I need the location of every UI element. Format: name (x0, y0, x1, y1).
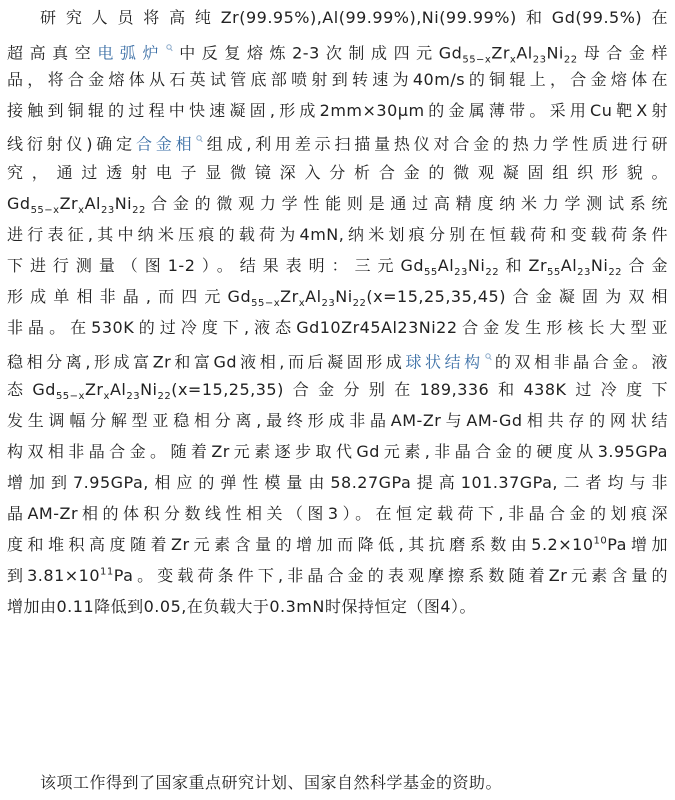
text-run: 晶AM-Zr相的体积分数线性相关（图3）。在恒定载荷下,非晶合金的划痕深 (7, 503, 668, 523)
text-line (7, 157, 668, 188)
text-run: Ni (467, 255, 486, 275)
text-line (7, 436, 668, 467)
text-line (7, 312, 668, 343)
text-line (7, 219, 668, 250)
text-run: 度和堆积高度随着Zr元素含量的增加而降低,其抗磨系数由5.2×10 (7, 534, 594, 554)
subscript: 55−x (462, 54, 492, 65)
text-line (7, 498, 668, 529)
paragraph-research-methods (7, 3, 668, 622)
funding-line: 该项工作得到了国家重点研究计划、国家自然科学基金的资助。 (40, 773, 503, 792)
superscript: 10 (593, 535, 608, 547)
text-line (7, 188, 668, 219)
text-run: (x=15,25,35)合金分别在189,336和438K过冷度下 (171, 379, 668, 399)
text-run: Ni (590, 255, 609, 275)
subscript: 22 (352, 297, 367, 309)
text-run: 线衍射仪)确定 (7, 134, 136, 154)
keyword-link[interactable]: 球状结构 (405, 351, 484, 371)
text-run: 下进行测量（图1-2）。结果表明：三元Gd (7, 255, 425, 275)
subscript: 55 (547, 266, 561, 278)
text-run: Pa增加 (607, 534, 668, 554)
subscript: 55−x (55, 390, 85, 402)
text-run: 接触到铜辊的过程中快速凝固,形成2mm×30μm的金属薄带。采用Cu靶X射 (7, 101, 668, 120)
text-run: 母合金样 (577, 42, 668, 62)
subscript: 55−x (30, 204, 60, 216)
superscript: 11 (100, 566, 114, 578)
subscript: x (78, 204, 85, 216)
text-run: Zr (84, 379, 104, 399)
text-run: 究，通过透射电子显微镜深入分析合金的微观凝固组织形貌。 (7, 162, 668, 182)
text-run: Ni (335, 286, 353, 306)
keyword-link[interactable]: 电弧炉 (97, 42, 166, 62)
text-run: 组成,利用差示扫描量热仪对合金的热力学性质进行研 (203, 134, 668, 154)
text-run: 增加到7.95GPa,相应的弹性模量由58.27GPa提高101.37GPa,二者均与非 (7, 472, 668, 492)
text-run: 合金 (622, 255, 668, 275)
text-run: 研究人员将高纯Zr(99.95%),Al(99.99%),Ni(99.99%)和Gd(99.5%)在 (40, 8, 668, 27)
text-run: 发生调幅分解型亚稳相分离,最终形成非晶AM-Zr与AM-Gd相共存的网状结 (7, 410, 668, 430)
text-run: 中反复熔炼2-3次制成四元Gd (173, 42, 463, 62)
text-run: 形成单相非晶,而四元Gd (7, 286, 252, 306)
search-magnifier-icon[interactable] (485, 353, 492, 364)
subscript: x (298, 297, 306, 309)
subscript: 23 (100, 204, 115, 216)
text-line (7, 374, 668, 405)
text-run: 稳相分离,形成富Zr和富Gd液相,而后凝固形成 (7, 351, 406, 371)
text-run: 合金的微观力学性能则是通过高精度纳米力学测试系统 (145, 193, 668, 213)
text-line (7, 3, 668, 34)
text-run: 态Gd (7, 379, 56, 399)
text-line (7, 343, 668, 374)
text-run: 到3.81×10 (7, 565, 101, 585)
text-run: 增加由0.11降低到0.05,在负载大于0.3mN时保持恒定（图4）。 (7, 596, 477, 616)
text-line (7, 250, 668, 281)
text-run: Al (305, 286, 322, 306)
subscript: x (103, 390, 110, 402)
subscript: 22 (132, 204, 146, 216)
text-line (7, 405, 668, 436)
text-line (7, 95, 668, 126)
text-run: Zr (280, 286, 299, 306)
text-run: Ni (140, 379, 158, 399)
paragraph-funding (7, 768, 668, 799)
text-line (7, 34, 668, 65)
text-line (7, 281, 668, 312)
text-run: (x=15,25,35,45)合金凝固为双相 (366, 286, 668, 306)
subscript: 23 (321, 297, 336, 309)
subscript: 55 (424, 266, 438, 278)
text-line (7, 126, 668, 157)
text-run: 进行表征,其中纳米压痕的载荷为4mN,纳米划痕分别在恒载荷和变载荷条件 (7, 224, 668, 244)
text-run: Ni (114, 193, 133, 213)
text-line (7, 65, 668, 96)
text-run: Al (84, 193, 101, 213)
text-line (7, 560, 668, 591)
text-run: Al (516, 42, 533, 62)
text-line (7, 467, 668, 498)
subscript: 23 (577, 266, 591, 278)
text-run: Al (437, 255, 455, 275)
subscript: 22 (608, 266, 623, 278)
text-run: 非晶。在530K的过冷度下,液态Gd10Zr45Al23Ni22合金发生形核长大型亚 (7, 317, 668, 337)
text-run: Zr (59, 193, 79, 213)
subscript: x (509, 54, 517, 65)
subscript: 55−x (251, 297, 281, 309)
text-run: 构双相非晶合金。随着Zr元素逐步取代Gd元素,非晶合金的硬度从3.95GPa (7, 441, 668, 461)
subscript: 23 (126, 390, 141, 402)
text-line (7, 591, 668, 622)
subscript: 23 (532, 54, 547, 65)
text-run: Ni (546, 42, 564, 62)
text-run: Zr (491, 42, 510, 62)
text-run: Pa。变载荷条件下,非晶合金的表观摩擦系数随着Zr元素含量的 (113, 565, 668, 585)
subscript: 23 (454, 266, 468, 278)
subscript: 22 (563, 54, 578, 65)
text-run: Al (560, 255, 578, 275)
text-run: Gd (7, 193, 31, 213)
text-run: 的双相非晶合金。液 (491, 351, 668, 371)
text-run: 超高真空 (7, 42, 98, 62)
text-run: Al (109, 379, 127, 399)
keyword-link[interactable]: 合金相 (135, 134, 196, 154)
text-run: 和Zr (499, 255, 548, 275)
subscript: 22 (157, 390, 172, 402)
subscript: 22 (485, 266, 500, 278)
text-line (7, 529, 668, 560)
text-run: 品，将合金熔体从石英试管底部喷射到转速为40m/s的铜辊上，合金熔体在 (7, 69, 668, 89)
